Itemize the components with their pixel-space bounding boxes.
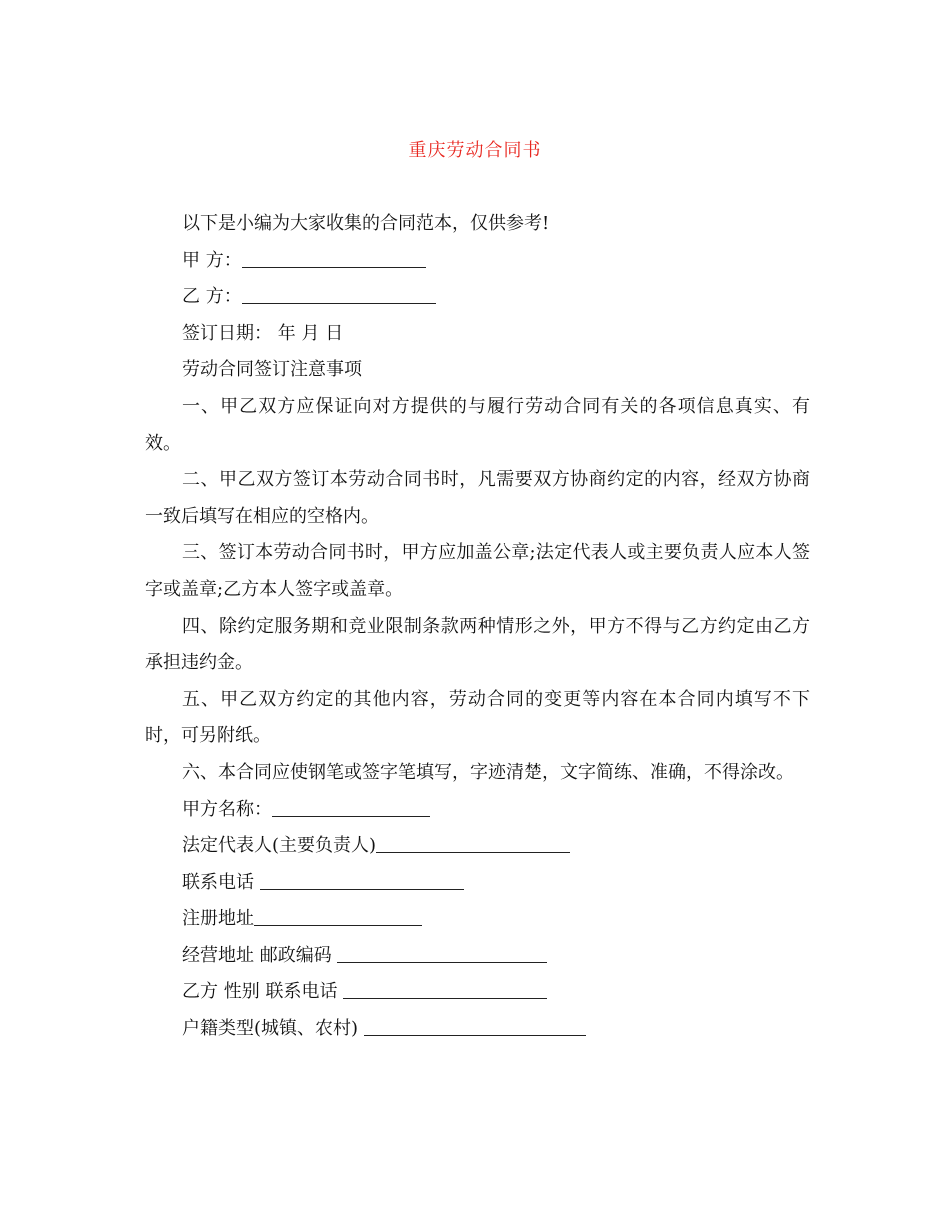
reg-address-label: 注册地址 <box>182 908 254 930</box>
party-b-phone-label: 联系电话 <box>265 981 338 1003</box>
party-b-phone-blank <box>343 980 547 999</box>
phone-blank <box>260 871 464 890</box>
note-paragraph-4: 四、除约定服务期和竞业限制条款两种情形之外，甲方不得与乙方约定由乙方承担违约金。 <box>145 615 810 674</box>
sign-date-month: 月 <box>301 322 320 344</box>
party-a-blank <box>242 249 426 268</box>
phone-line <box>145 865 810 902</box>
party-a-name-label: 甲方名称： <box>182 798 272 820</box>
biz-address-line <box>145 938 810 975</box>
party-b-info-label: 乙方 <box>182 981 218 1003</box>
biz-address-label: 经营地址 <box>182 944 254 966</box>
note-paragraph-6: 六、本合同应使钢笔或签字笔填写，字迹清楚，文字简练、准确，不得涂改。 <box>182 761 794 783</box>
sign-date-year: 年 <box>277 322 296 344</box>
reg-address-blank <box>254 907 422 926</box>
note-paragraph-2: 二、甲乙双方签订本劳动合同书时，凡需要双方协商约定的内容，经双方协商一致后填写在相应的空格内。 <box>145 469 810 527</box>
household-type-line <box>145 1011 810 1048</box>
postcode-blank <box>337 944 547 963</box>
legal-rep-line <box>145 828 810 865</box>
party-a-label: 甲 方： <box>182 249 242 271</box>
reg-address-line <box>145 901 810 938</box>
note-paragraph-1: 一、甲乙双方应保证向对方提供的与履行劳动合同有关的各项信息真实、有效。 <box>145 395 810 454</box>
legal-rep-label: 法定代表人(主要负责人) <box>182 835 377 857</box>
party-b-info-line <box>145 974 810 1011</box>
party-a-line <box>145 243 810 280</box>
phone-label: 联系电话 <box>182 871 254 893</box>
sign-date-day: 日 <box>325 322 344 344</box>
note-paragraph-5: 五、甲乙双方约定的其他内容，劳动合同的变更等内容在本合同内填写不下时，可另附纸。 <box>145 688 810 747</box>
document-body <box>145 206 810 1048</box>
party-b-label: 乙 方： <box>182 286 242 308</box>
party-b-blank <box>242 285 436 304</box>
note-paragraph-3: 三、签订本劳动合同书时，甲方应加盖公章;法定代表人或主要负责人应本人签字或盖章;乙方本人签字或盖章。 <box>145 542 810 600</box>
party-a-name-line <box>145 792 810 829</box>
postcode-label: 邮政编码 <box>259 944 332 966</box>
legal-rep-blank <box>376 834 570 853</box>
document-title: 重庆劳动合同书 <box>408 140 542 161</box>
household-type-blank <box>364 1017 586 1036</box>
notes-heading: 劳动合同签订注意事项 <box>182 359 362 381</box>
party-a-name-blank <box>272 798 430 817</box>
sign-date-label: 签订日期： <box>182 322 272 344</box>
party-b-line <box>145 279 810 316</box>
intro-paragraph: 以下是小编为大家收集的合同范本，仅供参考! <box>182 213 550 234</box>
household-type-label: 户籍类型(城镇、农村) <box>182 1018 359 1040</box>
gender-label: 性别 <box>223 981 260 1003</box>
sign-date-line <box>145 316 810 353</box>
